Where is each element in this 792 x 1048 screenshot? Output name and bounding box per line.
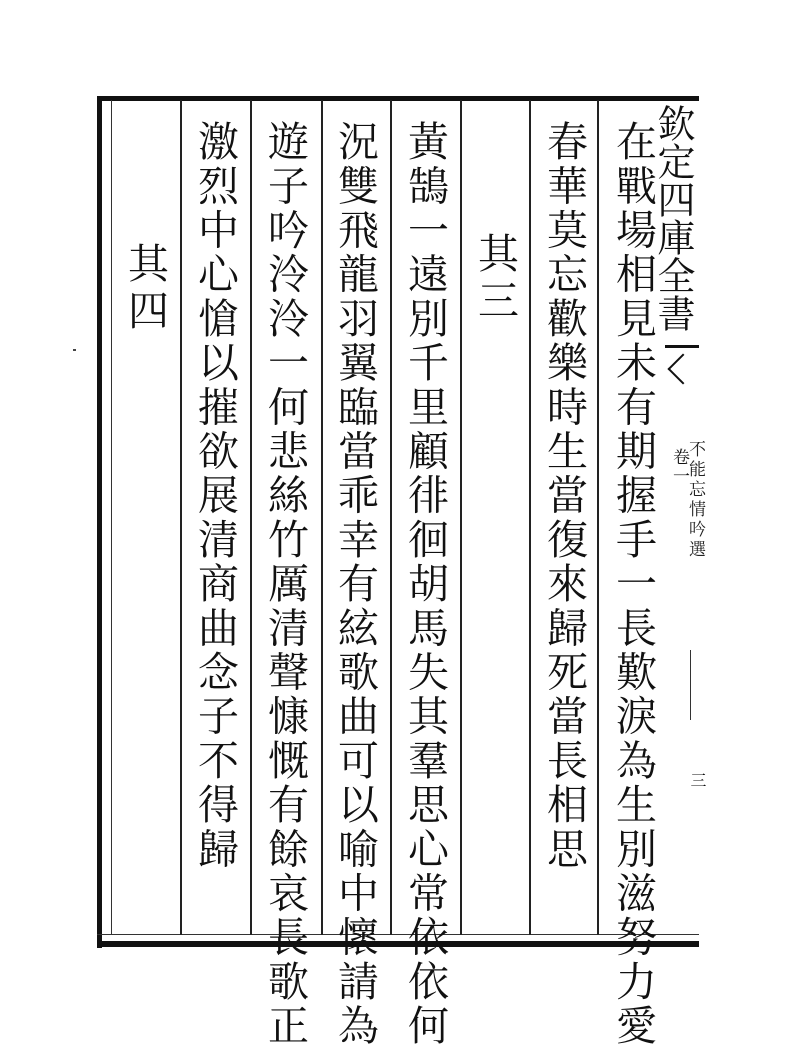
text-column-2: 春華莫忘歡樂時生當復來歸死當長相思 xyxy=(540,120,588,872)
frame-inner-left-line xyxy=(111,100,112,935)
column-rule xyxy=(250,100,252,935)
column-rule xyxy=(180,100,182,935)
text-column-1: 在戰場相見未有期握手一長歎淚為生別滋努力愛 xyxy=(609,120,657,1048)
margin-page-number: 三 xyxy=(688,772,707,788)
poem-heading-3: 其三 xyxy=(471,232,519,326)
scan-speck xyxy=(73,349,76,351)
text-column-5: 況雙飛龍羽翼臨當乖幸有絃歌曲可以喻中懷請為 xyxy=(331,120,379,1048)
book-series-title: 欽定四庫全書 xyxy=(651,104,695,332)
margin-line xyxy=(690,650,691,720)
text-column-4: 黃鵠一遠別千里顧徘徊胡馬失其羣思心常依依何 xyxy=(401,120,449,1048)
column-rule xyxy=(529,100,531,935)
column-rule xyxy=(390,100,392,935)
column-rule xyxy=(597,100,599,935)
text-column-6: 遊子吟泠泠一何悲絲竹厲清聲慷慨有餘哀長歌正 xyxy=(261,120,309,1048)
margin-book-title: 不能忘情吟選 xyxy=(685,440,705,560)
text-column-7: 激烈中心愴以摧欲展清商曲念子不得歸 xyxy=(191,120,239,872)
frame-left-border xyxy=(97,96,102,948)
frame-top-border xyxy=(97,96,699,101)
poem-heading-4: 其四 xyxy=(121,242,169,336)
column-rule xyxy=(321,100,323,935)
margin-volume: 卷一 xyxy=(669,448,689,486)
column-rule xyxy=(460,100,462,935)
